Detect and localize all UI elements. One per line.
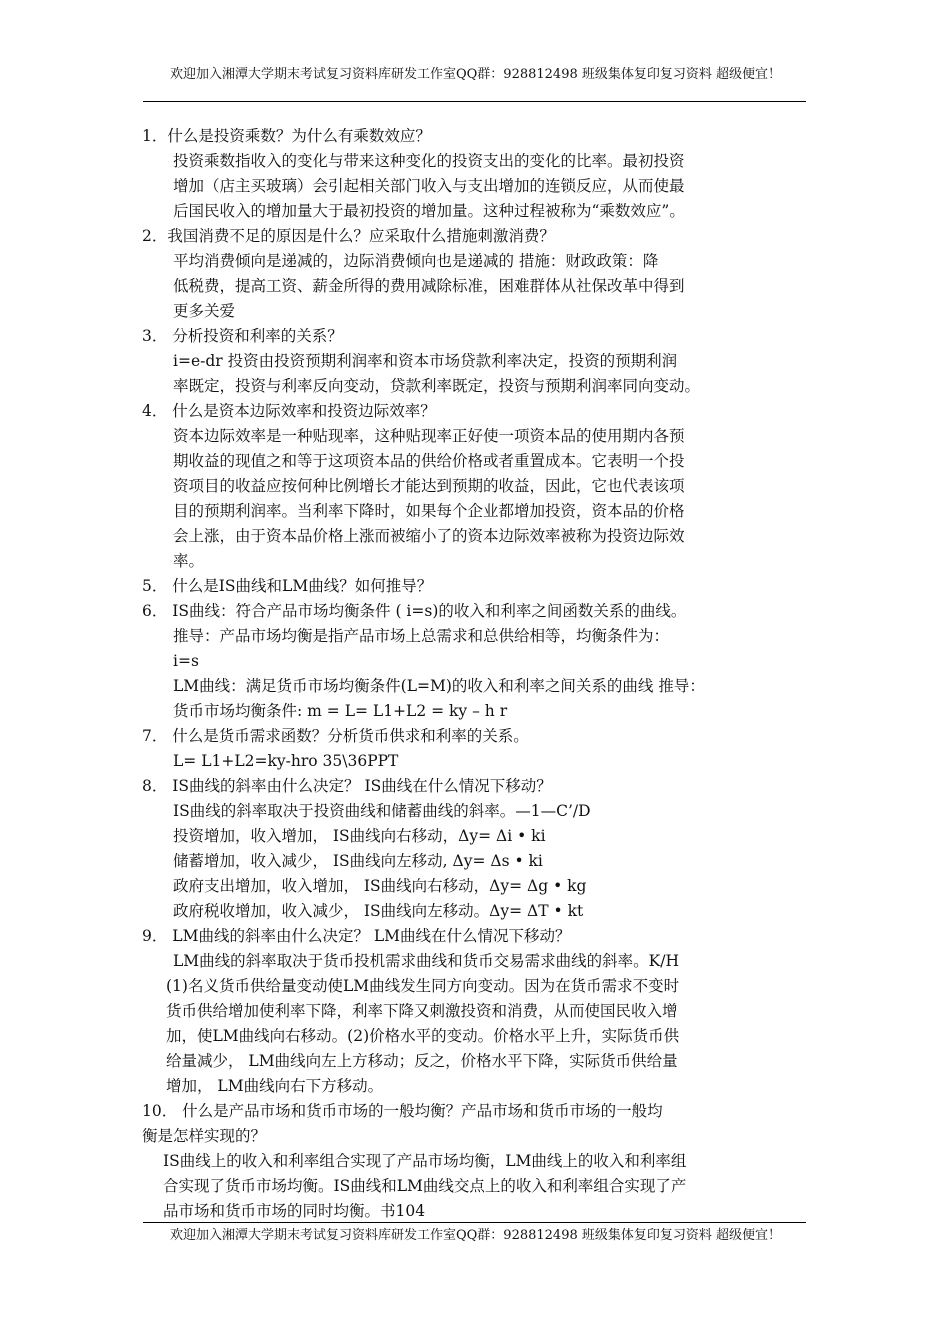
- answer-line: 增加（店主买玻璃）会引起相关部门收入与支出增加的连锁反应，从而使最: [173, 177, 685, 195]
- answer-line: 投资增加，收入增加， IS曲线向右移动，Δy= Δi • ki: [173, 827, 546, 845]
- answer-line: 目的预期利润率。当利率下降时，如果每个企业都增加投资，资本品的价格: [173, 502, 685, 520]
- question-7: 7． 什么是货币需求函数？分析货币供求和利率的关系。: [142, 727, 529, 745]
- question-3: 3． 分析投资和利率的关系？: [142, 327, 343, 345]
- answer-line: 率。: [173, 552, 205, 570]
- answer-line: IS曲线上的收入和利率组合实现了产品市场均衡，LM曲线上的收入和利率组: [163, 1152, 687, 1170]
- question-8: 8． IS曲线的斜率由什么决定？ IS曲线在什么情况下移动？: [142, 777, 552, 795]
- answer-line: 资本边际效率是一种贴现率，这种贴现率正好使一项资本品的使用期内各预: [173, 427, 685, 445]
- answer-line: 投资乘数指收入的变化与带来这种变化的投资支出的变化的比率。最初投资: [173, 152, 685, 170]
- question-9: 9． LM曲线的斜率由什么决定？ LM曲线在什么情况下移动？: [142, 927, 571, 945]
- question-1: 1．什么是投资乘数？为什么有乘数效应？: [142, 127, 431, 145]
- answer-line: IS曲线的斜率取决于投资曲线和储蓄曲线的斜率。—1—C’/D: [173, 802, 591, 820]
- answer-line: 给量减少， LM曲线向左上方移动；反之，价格水平下降，实际货币供给量: [166, 1052, 678, 1070]
- answer-line: 更多关爱: [173, 302, 236, 320]
- document-body: [142, 124, 822, 1224]
- answer-line: i=e-dr 投资由投资预期利润率和资本市场贷款利率决定，投资的预期利润: [173, 352, 678, 370]
- question-6: 6． IS曲线：符合产品市场均衡条件 ( i=s)的收入和利率之间函数关系的曲线。: [142, 602, 687, 620]
- answer-line: 资项目的收益应按何种比例增长才能达到预期的收益，因此，它也代表该项: [173, 477, 685, 495]
- answer-line: 储蓄增加，收入减少， IS曲线向左移动, Δy= Δs • ki: [173, 852, 543, 870]
- header-rule: [143, 101, 806, 102]
- answer-line: 品市场和货币市场的同时均衡。书104: [163, 1202, 426, 1220]
- question-10-cont: 衡是怎样实现的？: [142, 1127, 267, 1145]
- answer-line: 期收益的现值之和等于这项资本品的供给价格或者重置成本。它表明一个投: [173, 452, 685, 470]
- footer-rule: [143, 1222, 806, 1223]
- answer-line: 会上涨，由于资本品价格上涨而被缩小了的资本边际效率被称为投资边际效: [173, 527, 685, 545]
- answer-line: 推导：产品市场均衡是指产品市场上总需求和总供给相等，均衡条件为：: [173, 627, 670, 645]
- answer-line: 后国民收入的增加量大于最初投资的增加量。这种过程被称为“乘数效应”。: [173, 202, 685, 220]
- page-header: 欢迎加入湘潭大学期末考试复习资料库研发工作室QQ群：928812498 班级集体复印复习资料 超级便宜！: [169, 67, 782, 82]
- answer-line: 政府支出增加，收入增加， IS曲线向右移动，Δy= Δg • kg: [173, 877, 587, 895]
- answer-line: L= L1+L2=ky-hro 35\36PPT: [173, 752, 399, 770]
- answer-line: i=s: [173, 652, 199, 670]
- answer-line: 货币市场均衡条件: m = L= L1+L2 = ky – h r: [173, 702, 508, 720]
- answer-line: 加，使LM曲线向右移动。(2)价格水平的变动。价格水平上升，实际货币供: [166, 1027, 680, 1045]
- answer-line: LM曲线：满足货币市场均衡条件(L=M)的收入和利率之间关系的曲线 推导：: [173, 677, 705, 695]
- question-2: 2．我国消费不足的原因是什么？应采取什么措施刺激消费？: [142, 227, 555, 245]
- answer-line: (1)名义货币供给量变动使LM曲线发生同方向变动。因为在货币需求不变时: [166, 977, 680, 995]
- answer-line: 低税费，提高工资、薪金所得的费用减除标准，困难群体从社保改革中得到: [173, 277, 685, 295]
- question-4: 4． 什么是资本边际效率和投资边际效率？: [142, 402, 436, 420]
- answer-line: LM曲线的斜率取决于货币投机需求曲线和货币交易需求曲线的斜率。K/H: [173, 952, 679, 970]
- answer-line: 货币供给增加使利率下降，利率下降又刺激投资和消费，从而使国民收入增: [166, 1002, 678, 1020]
- answer-line: 政府税收增加，收入减少， IS曲线向左移动。Δy= ΔT • kt: [173, 902, 584, 920]
- page-footer: 欢迎加入湘潭大学期末考试复习资料库研发工作室QQ群：928812498 班级集体复印复习资料 超级便宜！: [169, 1228, 782, 1243]
- answer-line: 平均消费倾向是递减的，边际消费倾向也是递减的 措施：财政政策：降: [173, 252, 659, 270]
- question-5: 5． 什么是IS曲线和LM曲线？如何推导？: [142, 577, 433, 595]
- answer-line: 合实现了货币市场均衡。IS曲线和LM曲线交点上的收入和利率组合实现了产: [163, 1177, 687, 1195]
- question-10: 10． 什么是产品市场和货币市场的一般均衡？产品市场和货币市场的一般均: [142, 1102, 663, 1120]
- answer-line: 率既定，投资与利率反向变动，贷款利率既定，投资与预期利润率同向变动。: [173, 377, 701, 395]
- answer-line: 增加， LM曲线向右下方移动。: [166, 1077, 384, 1095]
